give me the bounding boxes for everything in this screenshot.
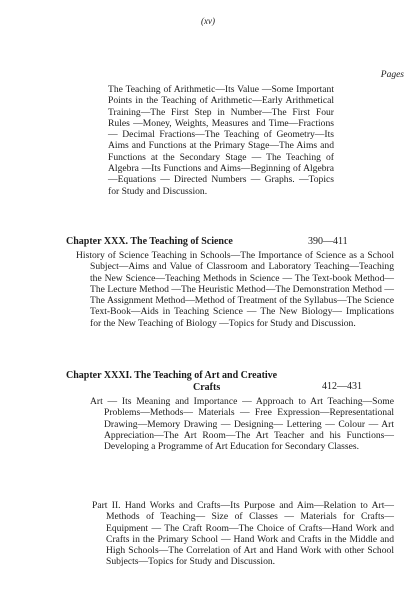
- chapter-31-title-line2: Crafts: [193, 382, 221, 393]
- chapter-31-title: [66, 370, 286, 394]
- chapter-30-pages: 390—411: [308, 236, 348, 247]
- chapter-30-contents: History of Science Teaching in Schools—The Importance of Science as a School Subject—Aims and Value of Classroom and Laboratory Teaching—Teaching the New Science—Teaching Methods in Science — The Text-book Method—The Lecture Method —The Heuristic Method—The Demonstration Method —The Assignment Method—Method of Treatment of the Syllabus—The Science Text-Book—Aids in Teaching Science — The New Biology— Implications for the New Teaching of Biology —Topics for Study and Discussion.: [76, 250, 394, 329]
- arithmetic-section-text: The Teaching of Arithmetic—Its Value —Some Important Points in the Teaching of Arithmetic—Early Arithmetical Training—The First Step in Number—The First Four Rules —Money, Weights, Measures and Time—Fractions — Decimal Fractions—The Teaching of Geometry—Its Aims and Functions at the Primary Stage—The Aims and Functions at the Secondary Stage — The Teaching of Algebra —Its Functions and Aims—Beginning of Algebra —Equations — Directed Numbers — Graphs. —Topics for Study and Discussion.: [108, 84, 334, 197]
- page-number: (xv): [201, 16, 215, 26]
- chapter-30-title: Chapter XXX. The Teaching of Science: [66, 236, 233, 247]
- chapter-31-title-line1: Chapter XXXI. The Teaching of Art and Creative: [66, 370, 278, 381]
- chapter-31-art-contents: Art — Its Meaning and Importance — Approach to Art Teaching—Some Problems—Methods— Materials — Free Expression—Representational Drawing—Memory Drawing — Designing— Lettering — Colour — Art Appreciation—The Art Room—The Art Teacher and his Functions—Developing a Programme of Art Education for Secondary Classes.: [90, 396, 394, 453]
- chapter-31-pages: 412—431: [322, 381, 362, 392]
- pages-column-label: Pages: [380, 70, 404, 80]
- chapter-31-part2-contents: Part II. Hand Works and Crafts—Its Purpose and Aim—Relation to Art—Methods of Teaching— Size of Classes — Materials for Crafts—Equipment — The Craft Room—The Choice of Crafts—Hand Work and Crafts in the Primary School — Hand Work and Crafts in the Middle and High Schools—The Correlation of Art and Hand Work with other School Subjects—Topics for Study and Discussion.: [92, 500, 394, 568]
